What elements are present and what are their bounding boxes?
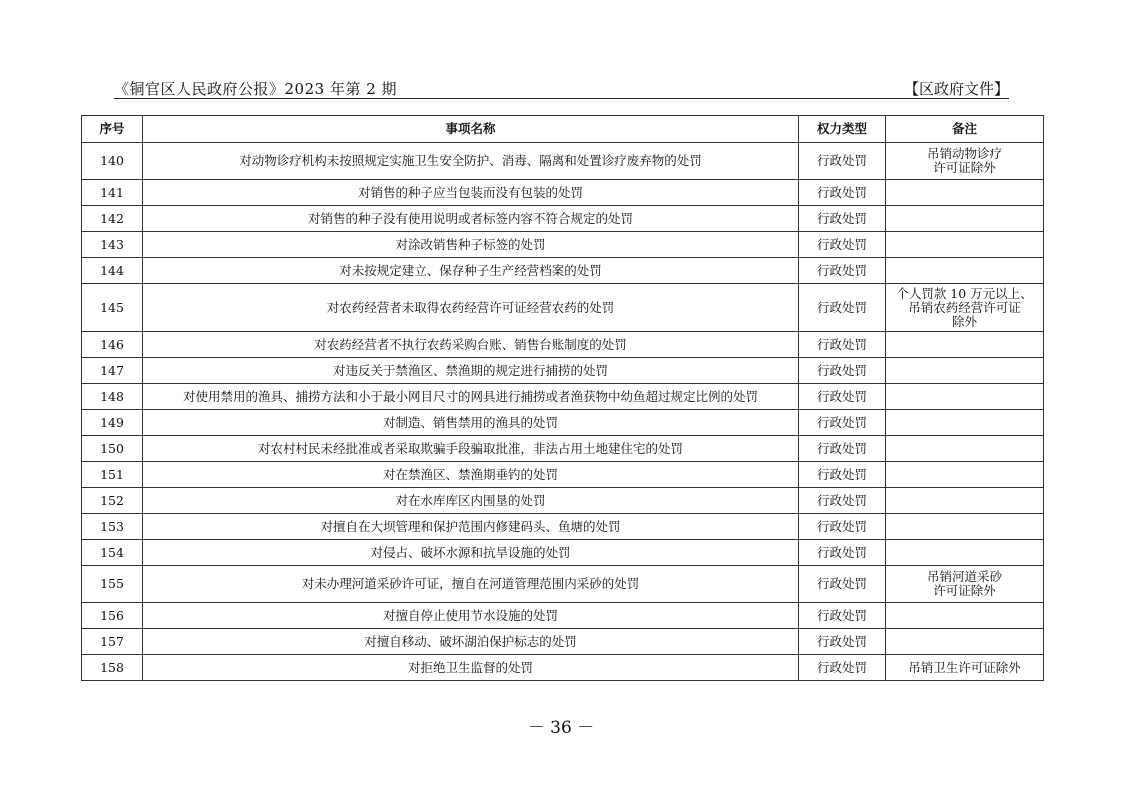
items-table (81, 115, 1044, 681)
item-name: 对侵占、破坏水源和抗旱设施的处罚 (143, 540, 799, 566)
note (886, 514, 1044, 540)
note (886, 540, 1044, 566)
table-row (82, 180, 1044, 206)
item-name: 对拒绝卫生监督的处罚 (143, 655, 799, 681)
table-body (82, 143, 1044, 681)
col-header-note: 备注 (886, 116, 1044, 143)
item-name: 对农药经营者不执行农药采购台账、销售台账制度的处罚 (143, 332, 799, 358)
power-type: 行政处罚 (799, 603, 886, 629)
note (886, 655, 1044, 681)
item-name: 对在禁渔区、禁渔期垂钓的处罚 (143, 462, 799, 488)
power-type: 行政处罚 (799, 206, 886, 232)
note-line: 吊销河道采砂 (926, 569, 1002, 584)
item-name: 对违反关于禁渔区、禁渔期的规定进行捕捞的处罚 (143, 358, 799, 384)
note (886, 358, 1044, 384)
note-line: 吊销农药经营许可证 (908, 299, 1021, 315)
item-name: 对擅自在大坝管理和保护范围内修建码头、鱼塘的处罚 (143, 514, 799, 540)
note-line: 许可证除外 (933, 583, 996, 598)
table-row (82, 436, 1044, 462)
table-row (82, 284, 1044, 332)
note (886, 462, 1044, 488)
power-type: 行政处罚 (799, 332, 886, 358)
note-line: 个人罚款 10 万元以上、 (896, 285, 1033, 301)
row-number: 157 (82, 629, 143, 655)
table-header-row (82, 116, 1044, 143)
table-row (82, 566, 1044, 603)
table-row (82, 540, 1044, 566)
table-row (82, 462, 1044, 488)
item-name: 对未办理河道采砂许可证，擅自在河道管理范围内采砂的处罚 (143, 566, 799, 603)
note (886, 206, 1044, 232)
col-header-number: 序号 (82, 116, 143, 143)
note (886, 629, 1044, 655)
table-row (82, 410, 1044, 436)
table-row (82, 143, 1044, 180)
table-row (82, 258, 1044, 284)
power-type: 行政处罚 (799, 566, 886, 603)
note (886, 258, 1044, 284)
item-name: 对销售的种子没有使用说明或者标签内容不符合规定的处罚 (143, 206, 799, 232)
power-type: 行政处罚 (799, 655, 886, 681)
item-name: 对动物诊疗机构未按照规定实施卫生安全防护、消毒、隔离和处置诊疗废弃物的处罚 (143, 143, 799, 180)
section-label: 【区政府文件】 (903, 80, 1009, 98)
item-name: 对未按规定建立、保存种子生产经营档案的处罚 (143, 258, 799, 284)
table-row (82, 655, 1044, 681)
power-type: 行政处罚 (799, 180, 886, 206)
col-header-item-name: 事项名称 (143, 116, 799, 143)
item-name: 对农药经营者未取得农药经营许可证经营农药的处罚 (143, 284, 799, 332)
row-number: 156 (82, 603, 143, 629)
row-number: 142 (82, 206, 143, 232)
table-row (82, 232, 1044, 258)
note (886, 566, 1044, 603)
power-type: 行政处罚 (799, 384, 886, 410)
power-type: 行政处罚 (799, 232, 886, 258)
note (886, 232, 1044, 258)
table-row (82, 603, 1044, 629)
table-row (82, 206, 1044, 232)
row-number: 148 (82, 384, 143, 410)
power-type: 行政处罚 (799, 488, 886, 514)
table-row (82, 332, 1044, 358)
table-row (82, 384, 1044, 410)
note (886, 436, 1044, 462)
note (886, 603, 1044, 629)
bulletin-title: 《铜官区人民政府公报》2023 年第 2 期 (114, 80, 398, 98)
item-name: 对使用禁用的渔具、捕捞方法和小于最小网目尺寸的网具进行捕捞或者渔获物中幼鱼超过规定比例的处罚 (143, 384, 799, 410)
note-line: 吊销卫生许可证除外 (908, 659, 1021, 675)
table-row (82, 488, 1044, 514)
power-type: 行政处罚 (799, 514, 886, 540)
table-row (82, 358, 1044, 384)
power-type: 行政处罚 (799, 410, 886, 436)
row-number: 144 (82, 258, 143, 284)
row-number: 154 (82, 540, 143, 566)
row-number: 140 (82, 143, 143, 180)
row-number: 141 (82, 180, 143, 206)
note (886, 488, 1044, 514)
row-number: 143 (82, 232, 143, 258)
power-type: 行政处罚 (799, 143, 886, 180)
note (886, 284, 1044, 332)
note-line: 许可证除外 (933, 160, 996, 175)
item-name: 对擅自停止使用节水设施的处罚 (143, 603, 799, 629)
power-type: 行政处罚 (799, 284, 886, 332)
note (886, 332, 1044, 358)
item-name: 对擅自移动、破坏湖泊保护标志的处罚 (143, 629, 799, 655)
col-header-power-type: 权力类型 (799, 116, 886, 143)
row-number: 158 (82, 655, 143, 681)
power-type: 行政处罚 (799, 358, 886, 384)
power-type: 行政处罚 (799, 629, 886, 655)
note (886, 143, 1044, 180)
item-name: 对涂改销售种子标签的处罚 (143, 232, 799, 258)
item-name: 对在水库库区内围垦的处罚 (143, 488, 799, 514)
note (886, 384, 1044, 410)
row-number: 155 (82, 566, 143, 603)
item-name: 对销售的种子应当包装而没有包装的处罚 (143, 180, 799, 206)
note (886, 180, 1044, 206)
page-header (114, 74, 1009, 99)
note-line: 除外 (951, 313, 977, 329)
power-type: 行政处罚 (799, 462, 886, 488)
item-name: 对农村村民未经批准或者采取欺骗手段骗取批准，非法占用土地建住宅的处罚 (143, 436, 799, 462)
page-number: － 36 － (527, 718, 595, 738)
power-type: 行政处罚 (799, 540, 886, 566)
item-name: 对制造、销售禁用的渔具的处罚 (143, 410, 799, 436)
row-number: 149 (82, 410, 143, 436)
row-number: 153 (82, 514, 143, 540)
power-type: 行政处罚 (799, 436, 886, 462)
row-number: 147 (82, 358, 143, 384)
table-row (82, 629, 1044, 655)
row-number: 145 (82, 284, 143, 332)
row-number: 146 (82, 332, 143, 358)
row-number: 151 (82, 462, 143, 488)
power-type: 行政处罚 (799, 258, 886, 284)
table-row (82, 514, 1044, 540)
row-number: 150 (82, 436, 143, 462)
note-line: 吊销动物诊疗 (926, 146, 1002, 161)
row-number: 152 (82, 488, 143, 514)
note (886, 410, 1044, 436)
